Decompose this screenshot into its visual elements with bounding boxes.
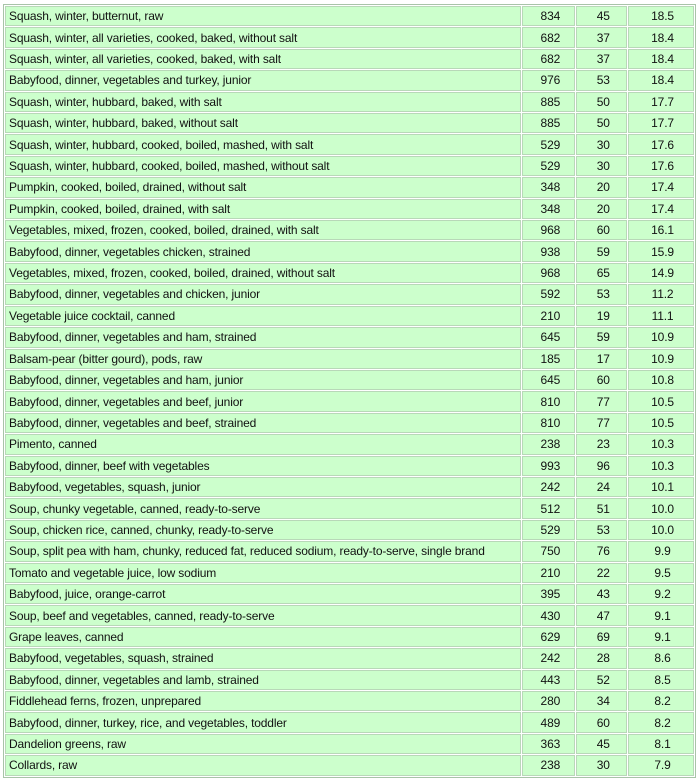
- value-cell-3: 9.2: [628, 584, 694, 604]
- value-cell-3: 17.6: [628, 156, 694, 176]
- table-row: [5, 456, 694, 476]
- food-name-cell: Squash, winter, hubbard, baked, without salt: [5, 113, 521, 133]
- value-cell-2: 50: [576, 92, 627, 112]
- value-cell-3: 9.1: [628, 627, 694, 647]
- food-name-cell: Babyfood, dinner, vegetables and beef, junior: [5, 391, 521, 411]
- value-cell-3: 17.7: [628, 92, 694, 112]
- table-row: [5, 284, 694, 304]
- table-row: [5, 70, 694, 90]
- food-nutrition-table: [3, 4, 696, 778]
- table-body: [5, 6, 694, 776]
- value-cell-1: 348: [522, 199, 575, 219]
- table-row: [5, 755, 694, 775]
- food-name-cell: Babyfood, dinner, vegetables and ham, junior: [5, 370, 521, 390]
- table-row: [5, 541, 694, 561]
- table-row: [5, 263, 694, 283]
- food-name-cell: Soup, split pea with ham, chunky, reduced fat, reduced sodium, ready-to-serve, single brand: [5, 541, 521, 561]
- value-cell-2: 96: [576, 456, 627, 476]
- food-name-cell: Babyfood, vegetables, squash, junior: [5, 477, 521, 497]
- value-cell-1: 430: [522, 605, 575, 625]
- table-row: [5, 241, 694, 261]
- value-cell-1: 238: [522, 755, 575, 775]
- value-cell-2: 37: [576, 27, 627, 47]
- value-cell-2: 59: [576, 241, 627, 261]
- value-cell-2: 20: [576, 177, 627, 197]
- value-cell-1: 645: [522, 370, 575, 390]
- table-row: [5, 434, 694, 454]
- value-cell-1: 210: [522, 563, 575, 583]
- value-cell-2: 60: [576, 370, 627, 390]
- value-cell-1: 489: [522, 712, 575, 732]
- table-row: [5, 327, 694, 347]
- table-row: [5, 391, 694, 411]
- value-cell-2: 53: [576, 520, 627, 540]
- food-name-cell: Babyfood, dinner, vegetables and lamb, strained: [5, 670, 521, 690]
- value-cell-3: 10.5: [628, 391, 694, 411]
- value-cell-3: 10.9: [628, 349, 694, 369]
- value-cell-1: 592: [522, 284, 575, 304]
- value-cell-2: 60: [576, 220, 627, 240]
- table-row: [5, 712, 694, 732]
- value-cell-2: 76: [576, 541, 627, 561]
- table-row: [5, 584, 694, 604]
- value-cell-2: 37: [576, 49, 627, 69]
- value-cell-2: 69: [576, 627, 627, 647]
- table-row: [5, 648, 694, 668]
- value-cell-2: 60: [576, 712, 627, 732]
- value-cell-1: 238: [522, 434, 575, 454]
- table-row: [5, 498, 694, 518]
- value-cell-3: 10.0: [628, 520, 694, 540]
- value-cell-3: 10.1: [628, 477, 694, 497]
- value-cell-1: 529: [522, 520, 575, 540]
- food-name-cell: Babyfood, dinner, vegetables and beef, strained: [5, 413, 521, 433]
- food-name-cell: Babyfood, juice, orange-carrot: [5, 584, 521, 604]
- food-name-cell: Vegetables, mixed, frozen, cooked, boiled, drained, without salt: [5, 263, 521, 283]
- food-name-cell: Squash, winter, hubbard, baked, with salt: [5, 92, 521, 112]
- food-name-cell: Vegetable juice cocktail, canned: [5, 306, 521, 326]
- value-cell-2: 23: [576, 434, 627, 454]
- value-cell-1: 885: [522, 113, 575, 133]
- food-name-cell: Fiddlehead ferns, frozen, unprepared: [5, 691, 521, 711]
- value-cell-3: 17.4: [628, 199, 694, 219]
- table-row: [5, 134, 694, 154]
- value-cell-1: 395: [522, 584, 575, 604]
- value-cell-3: 10.8: [628, 370, 694, 390]
- food-name-cell: Babyfood, dinner, vegetables and turkey, junior: [5, 70, 521, 90]
- value-cell-2: 17: [576, 349, 627, 369]
- value-cell-3: 10.5: [628, 413, 694, 433]
- table-row: [5, 670, 694, 690]
- value-cell-3: 17.6: [628, 134, 694, 154]
- value-cell-3: 10.3: [628, 456, 694, 476]
- table-row: [5, 349, 694, 369]
- food-name-cell: Collards, raw: [5, 755, 521, 775]
- value-cell-2: 65: [576, 263, 627, 283]
- table-row: [5, 563, 694, 583]
- value-cell-2: 43: [576, 584, 627, 604]
- value-cell-3: 7.9: [628, 755, 694, 775]
- value-cell-1: 810: [522, 413, 575, 433]
- table-row: [5, 199, 694, 219]
- table-row: [5, 413, 694, 433]
- value-cell-1: 682: [522, 49, 575, 69]
- table-row: [5, 605, 694, 625]
- value-cell-2: 20: [576, 199, 627, 219]
- value-cell-2: 45: [576, 6, 627, 26]
- table-row: [5, 520, 694, 540]
- value-cell-3: 14.9: [628, 263, 694, 283]
- table-row: [5, 92, 694, 112]
- value-cell-1: 750: [522, 541, 575, 561]
- value-cell-2: 50: [576, 113, 627, 133]
- value-cell-2: 51: [576, 498, 627, 518]
- value-cell-2: 30: [576, 755, 627, 775]
- value-cell-1: 210: [522, 306, 575, 326]
- food-name-cell: Balsam-pear (bitter gourd), pods, raw: [5, 349, 521, 369]
- food-name-cell: Pimento, canned: [5, 434, 521, 454]
- value-cell-3: 11.1: [628, 306, 694, 326]
- value-cell-3: 9.5: [628, 563, 694, 583]
- table-row: [5, 6, 694, 26]
- value-cell-2: 52: [576, 670, 627, 690]
- value-cell-1: 242: [522, 648, 575, 668]
- table-row: [5, 113, 694, 133]
- table-row: [5, 27, 694, 47]
- value-cell-2: 53: [576, 70, 627, 90]
- food-name-cell: Soup, beef and vegetables, canned, ready-to-serve: [5, 605, 521, 625]
- value-cell-2: 53: [576, 284, 627, 304]
- value-cell-2: 19: [576, 306, 627, 326]
- table-row: [5, 177, 694, 197]
- table-row: [5, 627, 694, 647]
- food-name-cell: Babyfood, dinner, beef with vegetables: [5, 456, 521, 476]
- value-cell-3: 8.1: [628, 734, 694, 754]
- value-cell-3: 11.2: [628, 284, 694, 304]
- value-cell-1: 968: [522, 220, 575, 240]
- food-name-cell: Grape leaves, canned: [5, 627, 521, 647]
- value-cell-1: 629: [522, 627, 575, 647]
- value-cell-1: 645: [522, 327, 575, 347]
- value-cell-3: 15.9: [628, 241, 694, 261]
- value-cell-1: 242: [522, 477, 575, 497]
- value-cell-1: 348: [522, 177, 575, 197]
- value-cell-1: 682: [522, 27, 575, 47]
- value-cell-1: 976: [522, 70, 575, 90]
- value-cell-3: 8.5: [628, 670, 694, 690]
- value-cell-2: 77: [576, 391, 627, 411]
- value-cell-1: 185: [522, 349, 575, 369]
- value-cell-2: 30: [576, 156, 627, 176]
- value-cell-3: 18.4: [628, 49, 694, 69]
- value-cell-2: 24: [576, 477, 627, 497]
- value-cell-1: 968: [522, 263, 575, 283]
- value-cell-1: 938: [522, 241, 575, 261]
- value-cell-2: 34: [576, 691, 627, 711]
- food-name-cell: Vegetables, mixed, frozen, cooked, boiled, drained, with salt: [5, 220, 521, 240]
- value-cell-3: 18.5: [628, 6, 694, 26]
- table-row: [5, 370, 694, 390]
- value-cell-1: 834: [522, 6, 575, 26]
- value-cell-3: 9.9: [628, 541, 694, 561]
- table-row: [5, 691, 694, 711]
- value-cell-1: 885: [522, 92, 575, 112]
- value-cell-2: 30: [576, 134, 627, 154]
- table-row: [5, 49, 694, 69]
- food-name-cell: Squash, winter, hubbard, cooked, boiled, mashed, with salt: [5, 134, 521, 154]
- value-cell-1: 529: [522, 156, 575, 176]
- food-name-cell: Dandelion greens, raw: [5, 734, 521, 754]
- food-name-cell: Soup, chunky vegetable, canned, ready-to-serve: [5, 498, 521, 518]
- value-cell-2: 59: [576, 327, 627, 347]
- value-cell-1: 810: [522, 391, 575, 411]
- value-cell-3: 18.4: [628, 27, 694, 47]
- food-name-cell: Squash, winter, all varieties, cooked, baked, without salt: [5, 27, 521, 47]
- food-name-cell: Pumpkin, cooked, boiled, drained, with salt: [5, 199, 521, 219]
- food-name-cell: Squash, winter, butternut, raw: [5, 6, 521, 26]
- value-cell-1: 443: [522, 670, 575, 690]
- value-cell-1: 512: [522, 498, 575, 518]
- value-cell-2: 77: [576, 413, 627, 433]
- food-name-cell: Squash, winter, all varieties, cooked, baked, with salt: [5, 49, 521, 69]
- value-cell-3: 9.1: [628, 605, 694, 625]
- value-cell-3: 10.0: [628, 498, 694, 518]
- value-cell-2: 22: [576, 563, 627, 583]
- value-cell-2: 47: [576, 605, 627, 625]
- food-name-cell: Babyfood, dinner, turkey, rice, and vegetables, toddler: [5, 712, 521, 732]
- food-name-cell: Squash, winter, hubbard, cooked, boiled, mashed, without salt: [5, 156, 521, 176]
- food-name-cell: Babyfood, dinner, vegetables and ham, strained: [5, 327, 521, 347]
- table-row: [5, 477, 694, 497]
- table-row: [5, 156, 694, 176]
- value-cell-1: 363: [522, 734, 575, 754]
- value-cell-3: 8.2: [628, 691, 694, 711]
- food-name-cell: Babyfood, dinner, vegetables chicken, strained: [5, 241, 521, 261]
- value-cell-3: 17.7: [628, 113, 694, 133]
- value-cell-3: 16.1: [628, 220, 694, 240]
- table-row: [5, 220, 694, 240]
- value-cell-3: 8.2: [628, 712, 694, 732]
- table-row: [5, 306, 694, 326]
- food-name-cell: Soup, chicken rice, canned, chunky, ready-to-serve: [5, 520, 521, 540]
- table-row: [5, 734, 694, 754]
- value-cell-3: 10.9: [628, 327, 694, 347]
- value-cell-3: 17.4: [628, 177, 694, 197]
- value-cell-3: 18.4: [628, 70, 694, 90]
- food-name-cell: Babyfood, dinner, vegetables and chicken, junior: [5, 284, 521, 304]
- value-cell-1: 529: [522, 134, 575, 154]
- value-cell-2: 45: [576, 734, 627, 754]
- value-cell-1: 280: [522, 691, 575, 711]
- value-cell-3: 8.6: [628, 648, 694, 668]
- value-cell-3: 10.3: [628, 434, 694, 454]
- value-cell-1: 993: [522, 456, 575, 476]
- food-name-cell: Pumpkin, cooked, boiled, drained, without salt: [5, 177, 521, 197]
- value-cell-2: 28: [576, 648, 627, 668]
- food-name-cell: Babyfood, vegetables, squash, strained: [5, 648, 521, 668]
- food-name-cell: Tomato and vegetable juice, low sodium: [5, 563, 521, 583]
